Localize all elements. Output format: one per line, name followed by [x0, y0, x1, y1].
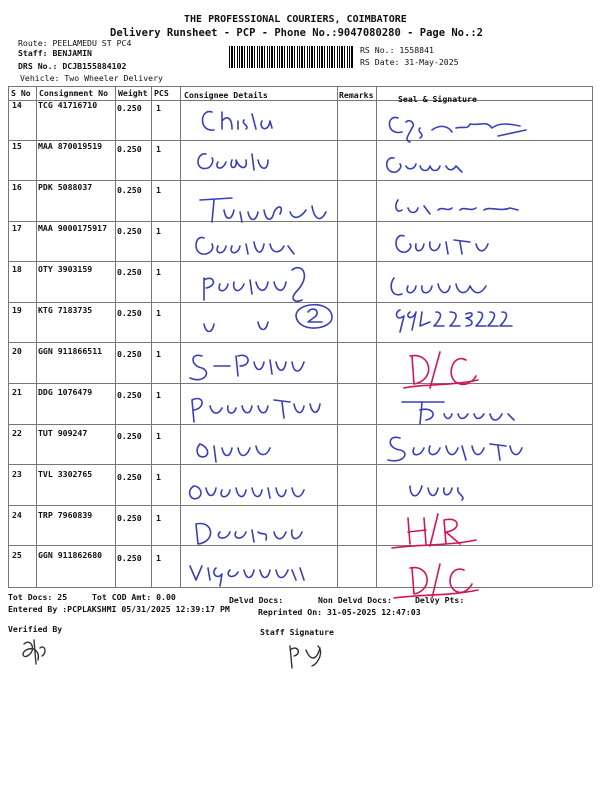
- handwriting-consignee-19: [204, 322, 268, 332]
- total-docs: Tot Docs: 25: [8, 592, 68, 602]
- handwriting-consignee-20: [190, 355, 304, 379]
- row-pcs: 1: [156, 472, 161, 482]
- handwriting-seal-22: [388, 437, 522, 461]
- non-delivered-docs: Non Delvd Docs:: [318, 595, 392, 605]
- row-consignment: TRP 7960839: [38, 510, 93, 520]
- row-pcs: 1: [156, 390, 161, 400]
- row-sno: 14: [12, 100, 22, 110]
- total-cod-amount: Tot COD Amt: 0.00: [92, 592, 176, 602]
- handwriting-consignee-14: [203, 112, 273, 131]
- row-consignment: TUT 909247: [38, 428, 88, 438]
- row-consignment: KTG 7183735: [38, 305, 93, 315]
- row-consignment: TVL 3302765: [38, 469, 93, 479]
- row-sno: 23: [12, 469, 22, 479]
- col-header-remarks: Remarks: [339, 90, 374, 100]
- row-weight: 0.250: [117, 267, 142, 277]
- verified-by-signature: [23, 640, 45, 664]
- col-header-pcs: PCS: [154, 88, 169, 98]
- vehicle-label: Vehicle: Two Wheeler Delivery: [20, 73, 163, 83]
- col-header-seal: Seal & Signature: [398, 94, 477, 104]
- row-weight: 0.250: [117, 185, 142, 195]
- row-weight: 0.250: [117, 349, 142, 359]
- rs-number: RS No.: 1558841: [360, 45, 434, 55]
- reprinted-on: Reprinted On: 31-05-2025 12:47:03: [258, 607, 421, 617]
- staff-label: Staff: BENJAMIN: [18, 48, 92, 58]
- handwriting-seal-17: [396, 236, 488, 254]
- handwriting-consignee-23: [190, 486, 304, 499]
- row-weight: 0.250: [117, 308, 142, 318]
- row-sno: 15: [12, 141, 22, 151]
- staff-signature: [290, 646, 320, 668]
- row-sno: 18: [12, 264, 22, 274]
- handwriting-consignee-15: [198, 154, 268, 170]
- handwriting-seal-19: [397, 310, 512, 332]
- runsheet-title: Delivery Runsheet - PCP - Phone No.:9047080280 - Page No.:2: [110, 27, 483, 39]
- row-weight: 0.250: [117, 472, 142, 482]
- row-consignment: OTY 3903159: [38, 264, 93, 274]
- row-sno: 19: [12, 305, 22, 315]
- row-sno: 25: [12, 550, 22, 560]
- row-consignment: GGN 911862680: [38, 550, 103, 560]
- row-sno: 20: [12, 346, 22, 356]
- handwriting-seal-14: [389, 118, 526, 142]
- row-consignment: MAA 9000175917: [38, 223, 108, 233]
- col-header-sno: S No: [11, 88, 31, 98]
- handwriting-consignee-17: [196, 238, 294, 255]
- col-header-consignee: Consignee Details: [184, 90, 268, 100]
- delivery-points: Delvy Pts:: [415, 595, 465, 605]
- delivered-docs: Delvd Docs:: [229, 595, 284, 605]
- row-pcs: 1: [156, 103, 161, 113]
- handwriting-seal-18: [391, 278, 486, 295]
- row-sno: 16: [12, 182, 22, 192]
- row-weight: 0.250: [117, 431, 142, 441]
- route-label: Route: PEELAMEDU ST PC4: [18, 38, 132, 48]
- handwriting-seal-16: [396, 200, 518, 214]
- row-weight: 0.250: [117, 103, 142, 113]
- row-pcs: 1: [156, 349, 161, 359]
- row-pcs: 1: [156, 553, 161, 563]
- handwriting-seal-25: [394, 564, 478, 598]
- col-header-consignment: Consignment No: [39, 88, 109, 98]
- row-pcs: 1: [156, 513, 161, 523]
- row-pcs: 1: [156, 185, 161, 195]
- row-pcs: 1: [156, 308, 161, 318]
- verified-by-label: Verified By: [8, 624, 63, 634]
- row-weight: 0.250: [117, 390, 142, 400]
- row-weight: 0.250: [117, 553, 142, 563]
- handwriting-seal-15: [387, 158, 462, 172]
- handwriting-consignee-21: [192, 399, 320, 422]
- col-header-weight: Weight: [118, 88, 148, 98]
- row-consignment: PDK 5088037: [38, 182, 93, 192]
- staff-signature-label: Staff Signature: [260, 627, 334, 637]
- row-weight: 0.250: [117, 513, 142, 523]
- handwriting-seal-21: [402, 402, 514, 424]
- row-consignment: TCG 41716710: [38, 100, 98, 110]
- handwriting-circled-two: [296, 305, 332, 328]
- drs-number: DRS No.: DCJB155884102: [18, 61, 127, 71]
- row-sno: 17: [12, 223, 22, 233]
- row-consignment: GGN 911866511: [38, 346, 103, 356]
- handwriting-seal-24: [392, 514, 476, 548]
- row-consignment: DDG 1076479: [38, 387, 93, 397]
- row-consignment: MAA 870019519: [38, 141, 103, 151]
- row-pcs: 1: [156, 431, 161, 441]
- row-weight: 0.250: [117, 226, 142, 236]
- row-pcs: 1: [156, 267, 161, 277]
- handwriting-consignee-22: [197, 444, 270, 462]
- row-pcs: 1: [156, 144, 161, 154]
- handwriting-seal-20: [404, 352, 478, 388]
- handwriting-consignee-16: [200, 198, 326, 222]
- rs-date: RS Date: 31-May-2025: [360, 57, 459, 67]
- row-weight: 0.250: [117, 144, 142, 154]
- row-sno: 22: [12, 428, 22, 438]
- handwriting-consignee-25: [190, 566, 304, 586]
- row-sno: 21: [12, 387, 22, 397]
- row-pcs: 1: [156, 226, 161, 236]
- entered-by: Entered By :PCPLAKSHMI 05/31/2025 12:39:17 PM: [8, 604, 230, 614]
- handwriting-seal-23: [410, 486, 463, 500]
- row-sno: 24: [12, 510, 22, 520]
- handwriting-consignee-18: [204, 268, 304, 302]
- handwriting-consignee-24: [196, 524, 302, 544]
- company-title: THE PROFESSIONAL COURIERS, COIMBATORE: [184, 14, 407, 25]
